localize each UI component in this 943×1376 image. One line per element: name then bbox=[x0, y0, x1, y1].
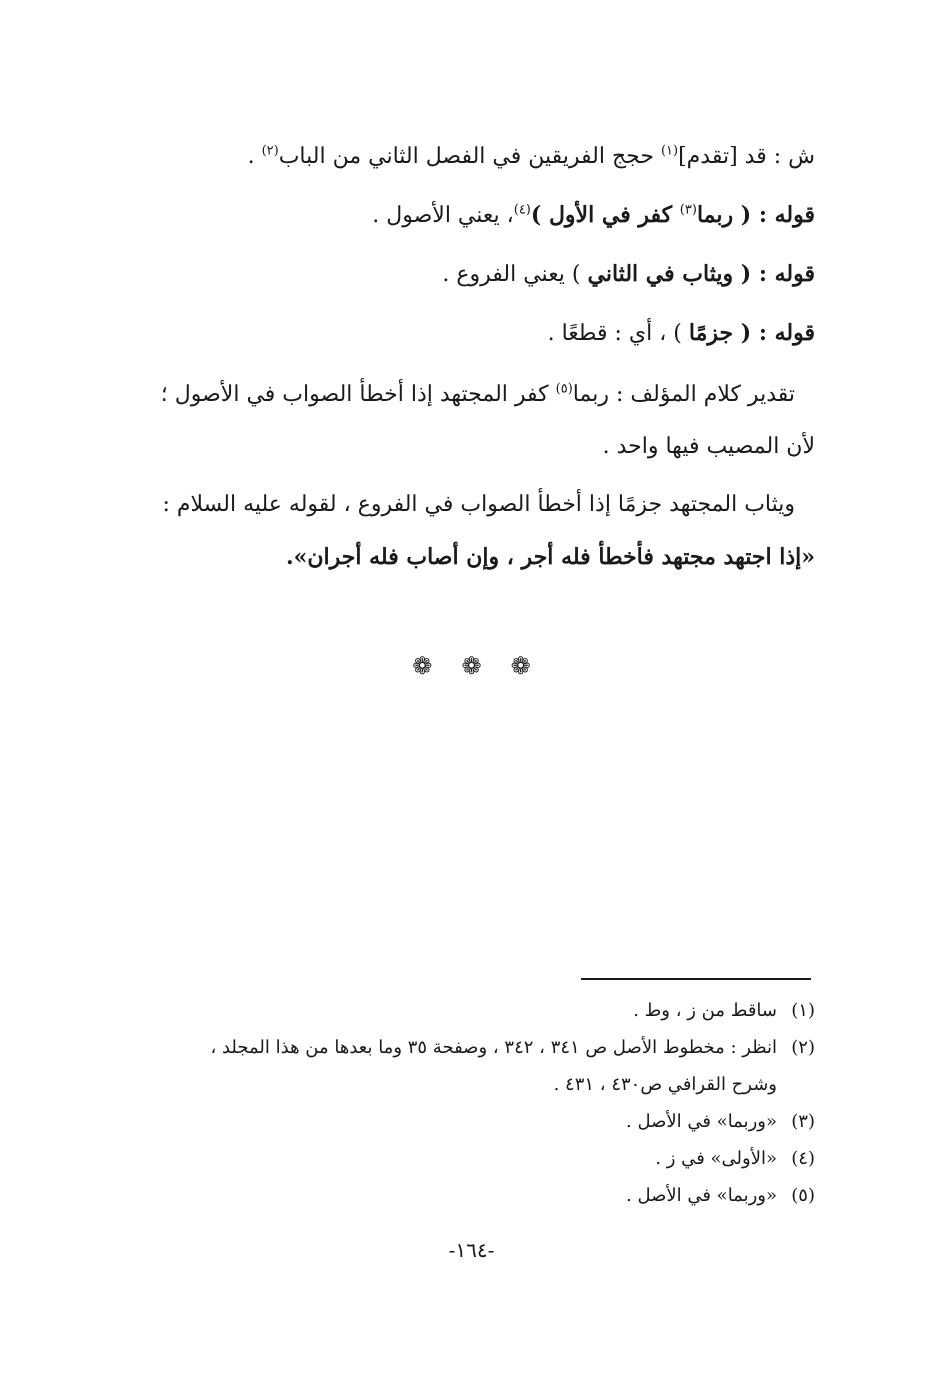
main-text bbox=[115, 128, 815, 583]
flower-ornament-icon: ❁ bbox=[412, 652, 433, 680]
footnote-text: «وربما» في الأصل . bbox=[626, 1111, 777, 1132]
paragraph bbox=[115, 369, 815, 473]
quote-label: قوله : ( bbox=[733, 261, 815, 287]
commentary-line bbox=[115, 128, 815, 186]
text-segment: ش : قد [تقدم] bbox=[678, 144, 815, 169]
text-segment: ويثاب المجتهد جزمًا إذا أخطأ الصواب في الفروع ، لقوله عليه السلام : bbox=[162, 492, 795, 517]
footnote-number: (٥) bbox=[791, 1185, 815, 1206]
quote-label: قوله : ( bbox=[733, 202, 815, 228]
footnote bbox=[125, 1029, 815, 1066]
footnote-separator bbox=[581, 978, 811, 980]
text-segment: ) ، أي : قطعًا . bbox=[547, 321, 689, 346]
footnote-number: (٤) bbox=[791, 1148, 815, 1169]
footnote-ref[interactable]: (٣) bbox=[679, 202, 697, 218]
footnote-ref[interactable]: (١) bbox=[660, 143, 679, 159]
quote-line bbox=[115, 304, 815, 363]
footnote-number: (٣) bbox=[791, 1111, 815, 1132]
quote-label: قوله : ( bbox=[733, 320, 815, 346]
footnote-number: (٢) bbox=[791, 1037, 815, 1058]
section-divider bbox=[0, 652, 943, 680]
footnote bbox=[125, 1103, 815, 1140]
text-segment: . bbox=[247, 144, 262, 169]
text-segment: تقدير كلام المؤلف : ربما bbox=[572, 382, 795, 407]
paragraph-line bbox=[115, 479, 815, 531]
paragraph-line bbox=[115, 369, 815, 421]
quote-line bbox=[115, 186, 815, 245]
quote-line bbox=[115, 245, 815, 304]
text-segment: ) يعني الفروع . bbox=[442, 262, 588, 287]
text-segment: لأن المصيب فيها واحد . bbox=[602, 434, 815, 459]
quote-text: كفر في الأول ) bbox=[530, 202, 680, 228]
footnote-text: «الأولى» في ز . bbox=[655, 1148, 777, 1169]
footnote-text: «وربما» في الأصل . bbox=[626, 1185, 777, 1206]
footnote bbox=[125, 1140, 815, 1177]
text-segment: كفر المجتهد إذا أخطأ الصواب في الأصول ؛ bbox=[160, 382, 556, 407]
page-number: -١٦٤- bbox=[448, 1238, 495, 1262]
text-segment: ، يعني الأصول . bbox=[372, 203, 514, 228]
footnote-text: وشرح القرافي ص٤٣٠ ، ٤٣١ . bbox=[553, 1074, 777, 1095]
footnotes bbox=[125, 992, 815, 1214]
flower-ornament-icon: ❁ bbox=[510, 652, 531, 680]
footnote-ref[interactable]: (٥) bbox=[555, 381, 573, 397]
paragraph-line bbox=[115, 421, 815, 473]
footnote-ref[interactable]: (٤) bbox=[513, 202, 531, 218]
footnote-continuation bbox=[125, 1066, 815, 1103]
text-segment: حجج الفريقين في الفصل الثاني من الباب bbox=[278, 144, 661, 169]
quote-text: ويثاب في الثاني bbox=[587, 261, 734, 287]
footnote bbox=[125, 992, 815, 1029]
footnote-number: (١) bbox=[791, 1000, 815, 1021]
hadith-quote bbox=[115, 531, 815, 583]
quote-text: ربما bbox=[696, 202, 734, 228]
paragraph bbox=[115, 479, 815, 583]
footnote-text: انظر : مخطوط الأصل ص ٣٤١ ، ٣٤٢ ، وصفحة ٣٥ وما بعدها من هذا المجلد ، bbox=[210, 1037, 777, 1058]
footnote bbox=[125, 1177, 815, 1214]
hadith-text: «إذا اجتهد مجتهد فأخطأ فله أجر ، وإن أصاب فله أجران». bbox=[285, 544, 815, 570]
flower-ornament-icon: ❁ bbox=[461, 652, 482, 680]
footnote-text: ساقط من ز ، وط . bbox=[633, 1000, 777, 1021]
quote-text: جزمًا bbox=[688, 320, 734, 346]
footnote-ref[interactable]: (٢) bbox=[261, 143, 279, 159]
